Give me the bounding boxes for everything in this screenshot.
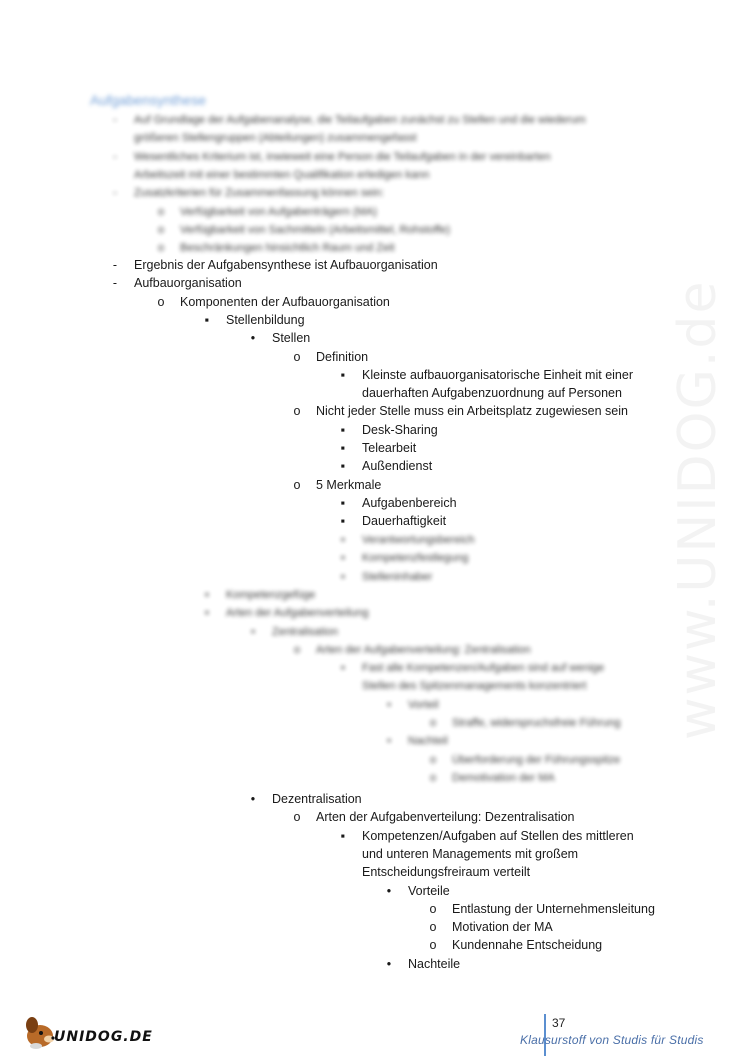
list-item-text: Auf Grundlage der Aufgabenanalyse, die Teilaufgaben zunächst zu Stellen und die wiederum [134, 114, 586, 126]
list-bullet: ▪ [340, 495, 346, 510]
list-item [112, 111, 586, 129]
list-item [158, 293, 390, 311]
list-item [112, 148, 551, 166]
list-bullet: • [251, 625, 255, 638]
list-item [112, 166, 429, 184]
list-bullet: ▪ [340, 514, 346, 529]
list-item [340, 494, 457, 512]
list-item [112, 184, 384, 202]
list-item [386, 882, 450, 900]
list-item-text: größeren Stellengruppen (Abteilungen) zusammengefasst [134, 132, 417, 145]
list-item-text: Verantwortungsbereich [362, 534, 475, 546]
list-bullet: • [386, 883, 392, 898]
list-bullet: o [157, 294, 165, 309]
list-item [340, 366, 633, 384]
list-item [430, 900, 655, 918]
list-item-text: Straffe, widerspruchsfreie Führung [452, 717, 621, 729]
list-bullet: o [429, 753, 437, 766]
list-item-text: Kompetenzfestlegung [362, 552, 469, 565]
list-item [250, 623, 338, 641]
list-item [340, 845, 578, 863]
list-item-text: Ergebnis der Aufgabensynthese ist Aufbauorganisation [134, 258, 438, 272]
list-bullet: o [157, 242, 165, 255]
list-item [294, 808, 575, 826]
list-bullet: o [293, 404, 301, 419]
list-item [204, 311, 305, 329]
list-bullet: • [387, 735, 391, 748]
list-item [386, 955, 460, 973]
list-bullet: • [386, 956, 392, 971]
list-item [158, 221, 450, 239]
list-item [294, 402, 628, 420]
list-bullet: o [157, 205, 165, 218]
list-item-text: dauerhaften Aufgabenzuordnung auf Personen [362, 386, 622, 401]
list-item-text: Dauerhaftigkeit [362, 514, 447, 529]
list-bullet: o [293, 477, 301, 492]
list-bullet: o [429, 901, 437, 916]
list-item [112, 274, 242, 292]
list-item [340, 457, 432, 475]
list-item [430, 918, 553, 936]
list-item [204, 586, 315, 604]
list-item-text: Stelleninhaber [362, 570, 433, 583]
list-item-text: Telearbeit [362, 441, 417, 455]
list-bullet: o [157, 223, 165, 236]
list-item [340, 568, 432, 586]
list-item-text: Nicht jeder Stelle muss ein Arbeitsplatz zugewiesen sein [316, 404, 628, 419]
list-item-text: Arten der Aufgabenverteilung: Dezentralisation [316, 810, 575, 825]
list-item [204, 604, 369, 622]
list-bullet: o [293, 643, 301, 656]
list-bullet: • [250, 331, 256, 346]
list-item [250, 329, 310, 347]
list-bullet: - [112, 258, 118, 272]
list-item [430, 769, 555, 787]
list-bullet: ▪ [341, 570, 345, 583]
list-item [250, 790, 362, 808]
list-item [112, 129, 417, 147]
list-item-text: Nachteile [408, 956, 461, 971]
list-item-text: Nachteil [408, 735, 448, 748]
list-bullet: o [429, 771, 437, 784]
list-item-text: Fast alle Kompetenzen/Aufgaben sind auf wenige [362, 662, 605, 675]
list-bullet: - [113, 114, 117, 126]
list-item-text: Zusatzkriterien für Zusammenfassung können sein: [134, 187, 385, 200]
list-item-text: Desk-Sharing [362, 422, 438, 437]
list-bullet: ▪ [340, 422, 346, 437]
list-bullet: o [429, 920, 437, 935]
list-item-text: Beschränkungen hinsichtlich Raum und Zeit [180, 242, 395, 255]
list-item-text: 5 Merkmale [316, 477, 382, 492]
list-bullet: • [387, 698, 391, 711]
list-item-text: Entscheidungsfreiraum verteilt [362, 865, 531, 880]
list-item-text: Motivation der MA [452, 920, 553, 935]
list-item [340, 531, 475, 549]
list-item [340, 421, 438, 439]
list-item-text: und unteren Managements mit großem [362, 846, 579, 861]
list-item-text: Verfügbarkeit von Aufgabenträgern (MA) [180, 205, 377, 218]
list-item-text: Kleinste aufbauorganisatorische Einheit mit einer [362, 367, 633, 382]
list-item-text: Stellen [272, 331, 311, 346]
list-item [430, 714, 621, 732]
list-item-text: Stellen des Spitzenmanagements konzentriert [362, 680, 587, 693]
list-bullet: o [293, 810, 301, 825]
list-item-text: Arbeitszeit mit einer bestimmten Qualifikation erledigen kann [134, 168, 430, 181]
list-item [158, 239, 395, 257]
list-item-text: Verfügbarkeit von Sachmitteln (Arbeitsmittel, Rohstoffe) [180, 223, 451, 236]
list-bullet: • [250, 792, 256, 806]
list-bullet: ▪ [340, 367, 346, 382]
list-item-text: Wesentliches Kriterium ist, inwieweit eine Person die Teilaufgaben in der vereinbarten [134, 150, 551, 163]
section-heading: Aufgabensynthese [90, 92, 206, 108]
list-item-text: Kundennahe Entscheidung [452, 938, 603, 953]
list-bullet: o [429, 938, 437, 953]
list-item-text: Außendienst [362, 459, 433, 474]
list-bullet: - [112, 276, 118, 291]
list-item [386, 696, 439, 714]
list-bullet: - [113, 150, 117, 163]
list-item-text: Zentralisation [272, 625, 339, 638]
list-item-text: Vorteile [408, 883, 450, 898]
list-bullet: - [113, 187, 117, 200]
list-item-text: Dezentralisation [272, 792, 362, 806]
list-item [158, 203, 377, 221]
list-item [294, 641, 531, 659]
list-item [340, 677, 586, 695]
list-item [294, 476, 381, 494]
list-bullet: ▪ [205, 607, 209, 620]
list-bullet: ▪ [340, 828, 346, 843]
list-item-text: Definition [316, 349, 369, 364]
list-item [112, 256, 438, 274]
watermark: www.UNIDOG.de [668, 279, 728, 740]
list-bullet: ▪ [341, 662, 345, 675]
list-item [340, 863, 530, 881]
list-item [294, 348, 368, 366]
list-item-text: Arten der Aufgabenverteilung: Zentralisation [316, 643, 531, 656]
list-bullet: ▪ [341, 552, 345, 565]
list-item [340, 659, 604, 677]
list-bullet: ▪ [205, 588, 209, 601]
list-item-text: Kompetenzgefüge [226, 588, 316, 601]
list-item-text: Aufgabenbereich [362, 495, 457, 510]
list-item [340, 512, 446, 530]
list-bullet: ▪ [340, 459, 346, 474]
list-item [340, 384, 622, 402]
page-number: 37 [552, 1016, 566, 1030]
list-item-text: Arten der Aufgabenverteilung [226, 607, 369, 620]
list-item-text: Kompetenzen/Aufgaben auf Stellen des mittleren [362, 828, 634, 843]
list-bullet: o [429, 717, 437, 729]
list-item-text: Demotivation der MA [452, 771, 555, 784]
list-item [340, 439, 416, 457]
list-item-text: Vorteil [408, 698, 439, 711]
list-item-text: Überforderung der Führungsspitze [452, 753, 621, 766]
list-item [430, 751, 620, 769]
list-item-text: Entlastung der Unternehmensleitung [452, 901, 655, 916]
list-item [340, 549, 468, 567]
logo-text: UNIDOG.DE [54, 1029, 153, 1045]
list-item-text: Komponenten der Aufbauorganisation [180, 294, 390, 309]
list-item-text: Aufbauorganisation [134, 276, 242, 291]
list-item-text: Stellenbildung [226, 312, 305, 327]
list-bullet: ▪ [340, 441, 346, 455]
list-item [430, 936, 602, 954]
list-bullet: ▪ [341, 534, 345, 546]
list-bullet: o [293, 349, 301, 364]
list-item [386, 732, 448, 750]
list-bullet: ▪ [204, 312, 210, 327]
footer-tagline: Klausurstoff von Studis für Studis [520, 1033, 704, 1047]
list-item [340, 827, 634, 845]
